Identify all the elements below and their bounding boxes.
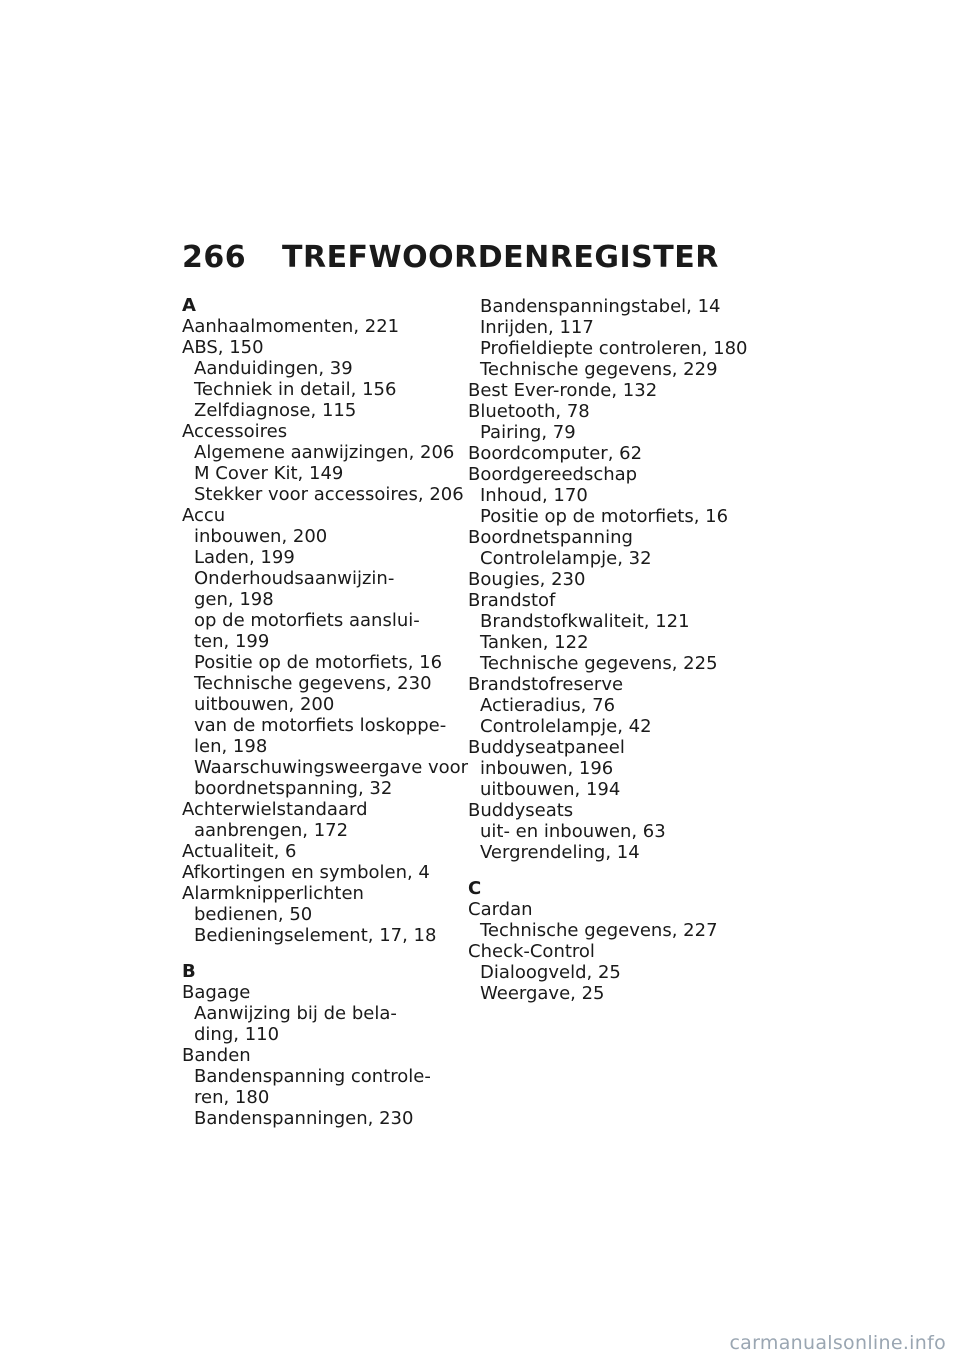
- index-subentry: len, 198: [194, 736, 268, 757]
- index-subentry: Controlelampje, 32: [480, 548, 652, 569]
- index-entry: Bluetooth, 78: [468, 401, 590, 422]
- index-subentry: inbouwen, 200: [194, 526, 328, 547]
- index-letter-heading: C: [468, 878, 482, 899]
- index-letter-heading: B: [182, 961, 196, 982]
- index-subentry: Profieldiepte controleren, 180: [480, 338, 748, 359]
- index-subentry: op de motorfiets aanslui-: [194, 610, 420, 631]
- index-subentry: gen, 198: [194, 589, 274, 610]
- index-subentry: van de motorfiets loskoppe-: [194, 715, 447, 736]
- index-entry: Banden: [182, 1045, 251, 1066]
- index-subentry: Weergave, 25: [480, 983, 605, 1004]
- page-title: [182, 240, 719, 275]
- index-subentry: Laden, 199: [194, 547, 295, 568]
- index-entry: Brandstofreserve: [468, 674, 624, 695]
- index-subentry: Positie op de motorfiets, 16: [194, 652, 443, 673]
- index-entry: Boordgereedschap: [468, 464, 638, 485]
- index-subentry: Actieradius, 76: [480, 695, 616, 716]
- index-entry: Bagage: [182, 982, 251, 1003]
- index-entry: Boordcomputer, 62: [468, 443, 643, 464]
- index-entry: Aanhaalmomenten, 221: [182, 316, 400, 337]
- index-entry: Cardan: [468, 899, 533, 920]
- index-entry: Accu: [182, 505, 226, 526]
- index-entry: Achterwielstandaard: [182, 799, 368, 820]
- index-subentry: inbouwen, 196: [480, 758, 614, 779]
- index-subentry: ten, 199: [194, 631, 270, 652]
- index-subentry: Stekker voor accessoires, 206: [194, 484, 464, 505]
- index-subentry: boordnetspanning, 32: [194, 778, 393, 799]
- index-subentry: Technische gegevens, 227: [480, 920, 718, 941]
- index-subentry: Aanwijzing bij de bela-: [194, 1003, 397, 1024]
- index-subentry: bedienen, 50: [194, 904, 313, 925]
- index-subentry: Vergrendeling, 14: [480, 842, 640, 863]
- index-subentry: Bedieningselement, 17, 18: [194, 925, 437, 946]
- index-entry: Bougies, 230: [468, 569, 586, 590]
- index-subentry: Zelfdiagnose, 115: [194, 400, 357, 421]
- index-subentry: Onderhoudsaanwijzin-: [194, 568, 395, 589]
- index-entry: Actualiteit, 6: [182, 841, 297, 862]
- index-subentry: Bandenspanning controle-: [194, 1066, 431, 1087]
- index-subentry: Pairing, 79: [480, 422, 576, 443]
- index-subentry: M Cover Kit, 149: [194, 463, 344, 484]
- index-entry: Afkortingen en symbolen, 4: [182, 862, 430, 883]
- index-entry: Brandstof: [468, 590, 556, 611]
- index-entry: Buddyseatpaneel: [468, 737, 625, 758]
- index-entry: Check-Control: [468, 941, 595, 962]
- index-subentry: Bandenspanningen, 230: [194, 1108, 414, 1129]
- index-subentry: ren, 180: [194, 1087, 270, 1108]
- index-subentry: ding, 110: [194, 1024, 280, 1045]
- index-subentry: Technische gegevens, 230: [194, 673, 432, 694]
- index-subentry: Dialoogveld, 25: [480, 962, 621, 983]
- index-subentry: Brandstofkwaliteit, 121: [480, 611, 690, 632]
- index-entry: Alarmknipperlichten: [182, 883, 364, 904]
- index-entry: Boordnetspanning: [468, 527, 633, 548]
- index-subentry: Waarschuwingsweergave voor: [194, 757, 469, 778]
- index-subentry: Technische gegevens, 229: [480, 359, 718, 380]
- index-subentry: Inhoud, 170: [480, 485, 588, 506]
- index-subentry: aanbrengen, 172: [194, 820, 349, 841]
- index-subentry: Positie op de motorfiets, 16: [480, 506, 729, 527]
- index-subentry: uitbouwen, 194: [480, 779, 621, 800]
- index-subentry: uit- en inbouwen, 63: [480, 821, 666, 842]
- index-subentry: Techniek in detail, 156: [194, 379, 397, 400]
- index-subentry: Technische gegevens, 225: [480, 653, 718, 674]
- index-entry: ABS, 150: [182, 337, 264, 358]
- page-number: 266: [182, 240, 247, 275]
- index-subentry: Aanduidingen, 39: [194, 358, 353, 379]
- watermark[interactable]: carmanualsonline.info: [729, 1332, 946, 1354]
- index-letter-heading: A: [182, 295, 196, 316]
- index-subentry: Algemene aanwijzingen, 206: [194, 442, 455, 463]
- index-subentry: uitbouwen, 200: [194, 694, 335, 715]
- index-entry: Best Ever-ronde, 132: [468, 380, 658, 401]
- index-entry: Accessoires: [182, 421, 288, 442]
- index-subentry: Inrijden, 117: [480, 317, 594, 338]
- index-subentry: Bandenspanningstabel, 14: [480, 296, 721, 317]
- index-column-left: [182, 295, 469, 1129]
- index-subentry: Tanken, 122: [480, 632, 589, 653]
- index-entry: Buddyseats: [468, 800, 574, 821]
- section-title: TREFWOORDENREGISTER: [282, 240, 719, 275]
- index-column-right: [468, 296, 758, 1004]
- index-subentry: Controlelampje, 42: [480, 716, 652, 737]
